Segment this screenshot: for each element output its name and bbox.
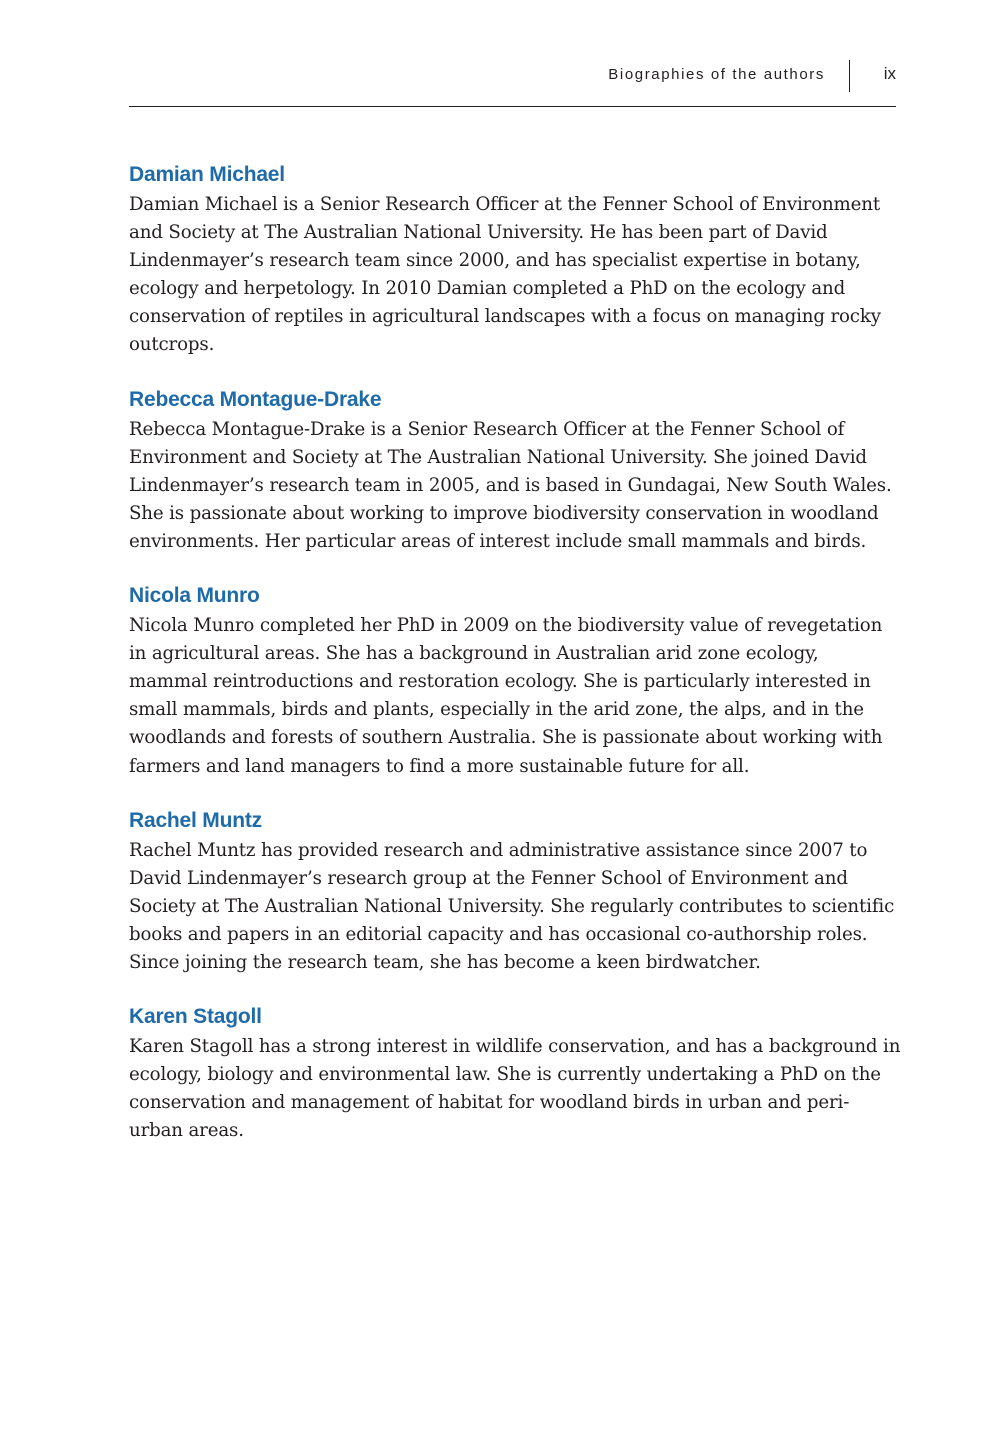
bio-name: Rachel Muntz (129, 808, 262, 832)
bio-nicola-munro (129, 582, 901, 781)
author-biographies (129, 161, 901, 1171)
running-title: Biographies of the authors (608, 66, 825, 83)
header-divider (849, 60, 850, 92)
bio-text: Damian Michael is a Senior Research Officer at the Fenner School of Environment and Society at The Australian National University. He has been part of David Lindenmayer’s research team since 2000, and has specialist expertise in botany, ecology and herpetology. In 2010 Damian completed a PhD on the ecology and conservation of reptiles in agricultural landscapes with a focus on managing rocky outcrops. (129, 194, 881, 356)
bio-name: Damian Michael (129, 163, 285, 186)
bio-text: Rachel Muntz has provided research and administrative assistance since 2007 to David Lindenmayer’s research group at the Fenner School of Environment and Society at The Australian National University. She regularly contributes to scientific books and papers in an editorial capacity and has occasional co-authorship roles. Since joining the research team, she has become a keen birdwatcher. (129, 839, 895, 973)
bio-name: Rebecca Montague-Drake (129, 387, 382, 411)
bio-rebecca-montague-drake (129, 386, 901, 556)
bio-damian-michael (129, 161, 901, 360)
bio-text: Rebecca Montague-Drake is a Senior Research Officer at the Fenner School of Environment and Society at The Australian National University. She joined David Lindenmayer’s research team in 2005, and is based in Gundagai, New South Wales. She is passionate about working to improve biodiversity conservation in woodland environments. Her particular areas of interest include small mammals and birds. (129, 418, 892, 552)
running-head (129, 58, 896, 107)
bio-rachel-muntz (129, 807, 901, 977)
bio-name: Nicola Munro (129, 584, 260, 608)
bio-name: Karen Stagoll (129, 1005, 262, 1029)
bio-text: Nicola Munro completed her PhD in 2009 on the biodiversity value of revegetation in agricultural areas. She has a background in Australian arid zone ecology, mammal reintroductions and restoration ecology. She is particularly interested in small mammals, birds and plants, especially in the arid zone, the alps, and in the woodlands and forests of southern Australia. She is passionate about working with farmers and land managers to find a more sustainable future for all. (129, 615, 883, 777)
bio-karen-stagoll (129, 1003, 901, 1145)
bio-text: Karen Stagoll has a strong interest in wildlife conservation, and has a background in ecology, biology and environmental law. She is currently undertaking a PhD on the conservation and management of habitat for woodland birds in urban and peri-urban areas. (129, 1036, 901, 1142)
page-number: ix (883, 64, 896, 83)
